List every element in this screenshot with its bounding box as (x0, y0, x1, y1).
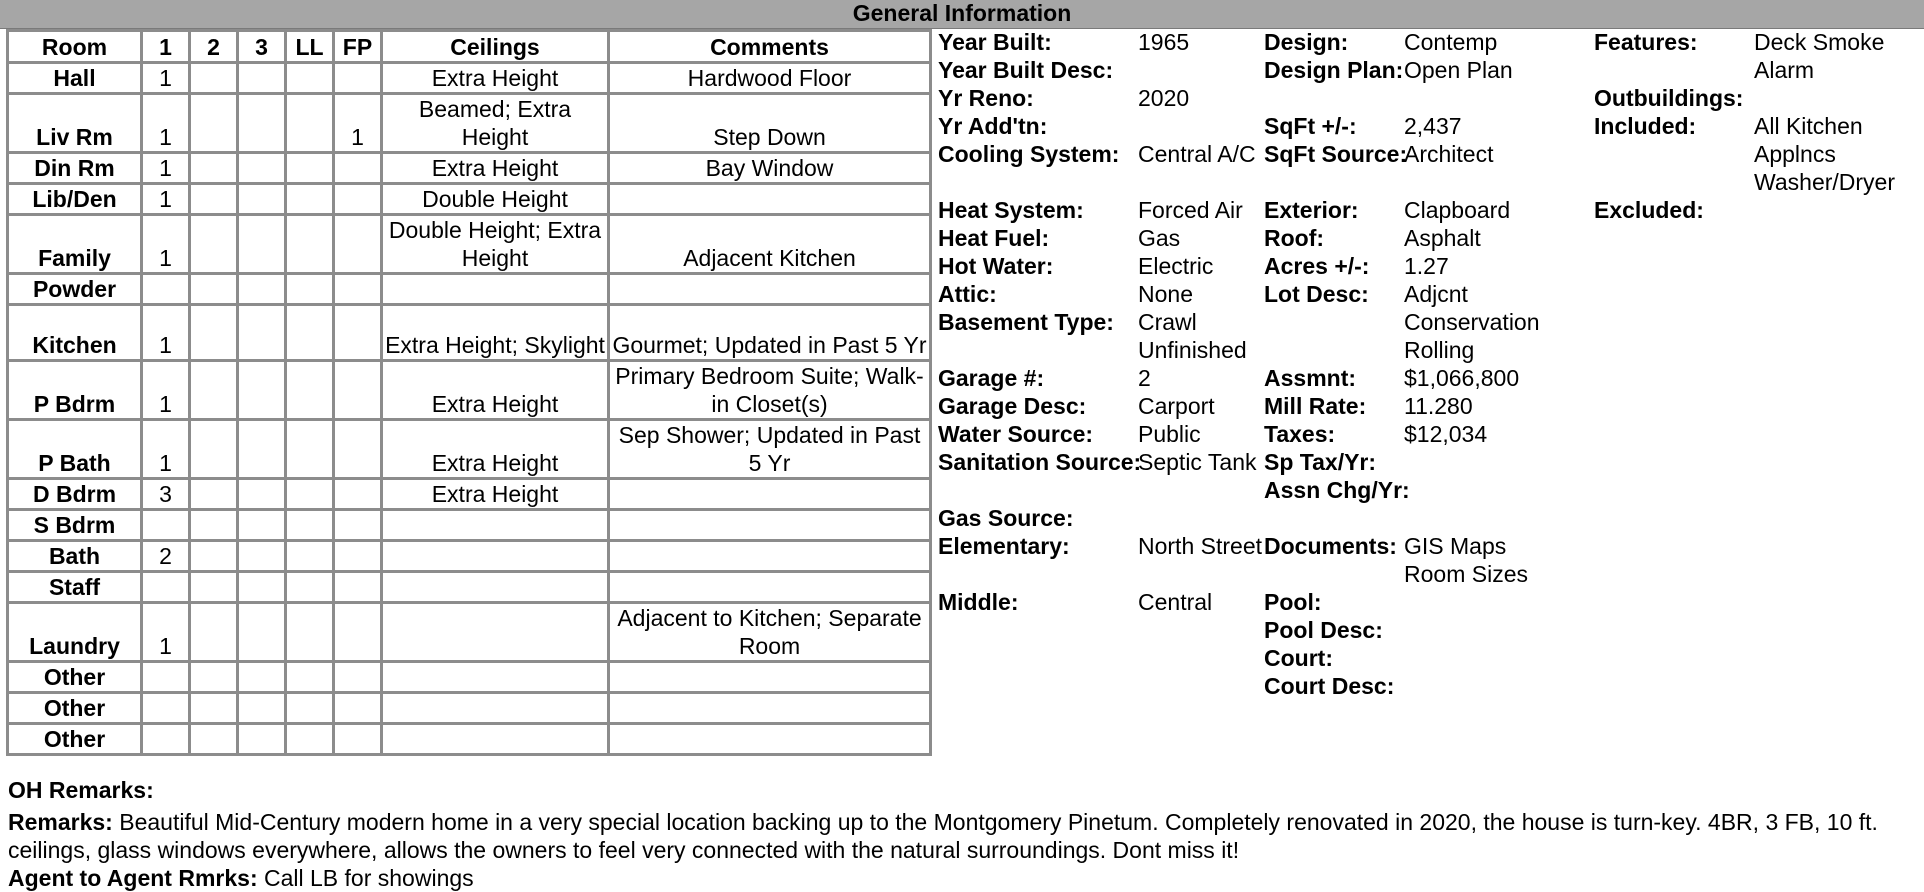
table-row (6, 306, 932, 362)
table-row (6, 362, 932, 421)
room-cell-l3 (239, 604, 287, 663)
room-cell-ll (287, 64, 335, 95)
rooms-header-cell: 1 (143, 29, 191, 64)
room-cell-l2 (191, 275, 239, 306)
room-cell-ll (287, 694, 335, 725)
info-label: Court Desc: (1264, 673, 1395, 699)
room-cell-l2 (191, 95, 239, 154)
info-row (938, 364, 1268, 392)
room-cell-ll (287, 185, 335, 216)
info-value: 1965 (1138, 29, 1190, 55)
room-cell-room: Kitchen (6, 306, 143, 362)
room-cell-l3 (239, 306, 287, 362)
room-cell-l1: 1 (143, 64, 191, 95)
info-label: Year Built Desc: (938, 57, 1114, 83)
info-label: Sp Tax/Yr: (1264, 449, 1377, 475)
room-cell-ll (287, 275, 335, 306)
room-cell-ceilings: Extra Height (383, 154, 610, 185)
info-label: Excluded: (1594, 197, 1704, 223)
info-row (938, 28, 1268, 56)
info-label: Assmnt: (1264, 365, 1357, 391)
info-label: Cooling System: (938, 141, 1120, 167)
info-value: Crawl Unfinished (1138, 309, 1247, 363)
room-cell-comments (610, 573, 932, 604)
info-row (1264, 476, 1594, 532)
info-label: Garage Desc: (938, 393, 1087, 419)
room-cell-fp (335, 64, 383, 95)
info-label: Pool: (1264, 589, 1322, 615)
info-label: Assn Chg/Yr: (1264, 477, 1410, 503)
room-cell-ceilings: Extra Height (383, 421, 610, 480)
info-value: All Kitchen Applncs Washer/Dryer (1754, 113, 1895, 195)
room-cell-ceilings: Extra Height (383, 362, 610, 421)
info-value: None (1138, 281, 1193, 307)
info-value: Architect (1404, 141, 1494, 167)
remarks: Remarks: Beautiful Mid-Century modern home in a very special location backing up to the Montgomery Pinetum. Completely renovated in 2020, the house is turn-key. 4BR, 3 FB, 10 ft. ceilings, glass windows everywhere, allows the owners to feel very connected with the natural surroundings. Dont miss it! (8, 809, 1878, 863)
info-label: Elementary: (938, 533, 1070, 559)
info-row (938, 532, 1268, 588)
room-cell-fp (335, 275, 383, 306)
room-cell-l3 (239, 480, 287, 511)
room-cell-comments: Bay Window (610, 154, 932, 185)
info-row (1264, 28, 1594, 56)
info-row (1264, 224, 1594, 252)
info-label: Design Plan: (1264, 57, 1404, 83)
info-row (938, 392, 1268, 420)
info-row (1264, 140, 1594, 196)
room-cell-ceilings: Extra Height; Skylight (383, 306, 610, 362)
room-cell-l1: 1 (143, 216, 191, 275)
info-label: Included: (1594, 113, 1697, 139)
room-cell-comments (610, 725, 932, 756)
room-cell-ll (287, 154, 335, 185)
room-cell-ceilings: Double Height; Extra Height (383, 216, 610, 275)
room-cell-l3 (239, 64, 287, 95)
info-label: Pool Desc: (1264, 617, 1383, 643)
room-cell-room: Lib/Den (6, 185, 143, 216)
table-row (6, 542, 932, 573)
info-row (938, 588, 1268, 616)
info-row (1264, 196, 1594, 224)
room-cell-ll (287, 663, 335, 694)
room-cell-l1: 1 (143, 421, 191, 480)
info-label: Outbuildings: (1594, 85, 1744, 111)
room-cell-fp (335, 216, 383, 275)
room-cell-l2 (191, 542, 239, 573)
room-cell-l1: 1 (143, 154, 191, 185)
room-cell-l3 (239, 275, 287, 306)
room-cell-comments: Adjacent Kitchen (610, 216, 932, 275)
table-row (6, 511, 932, 542)
info-row (1264, 588, 1594, 616)
room-cell-l2 (191, 306, 239, 362)
table-row (6, 573, 932, 604)
room-cell-ceilings (383, 573, 610, 604)
room-cell-room: D Bdrm (6, 480, 143, 511)
table-row (6, 421, 932, 480)
room-cell-room: Liv Rm (6, 95, 143, 154)
room-cell-fp (335, 421, 383, 480)
info-value: GIS Maps Room Sizes (1404, 533, 1528, 587)
rooms-table (6, 29, 932, 756)
info-value: Central (1138, 589, 1213, 615)
info-label: Garage #: (938, 365, 1045, 391)
info-label: Year Built: (938, 29, 1052, 55)
info-label: SqFt Source: (1264, 141, 1408, 167)
table-row (6, 185, 932, 216)
info-label: Acres +/-: (1264, 253, 1370, 279)
room-cell-l3 (239, 511, 287, 542)
room-cell-l1: 2 (143, 542, 191, 573)
room-cell-ceilings: Extra Height (383, 64, 610, 95)
room-cell-ceilings (383, 604, 610, 663)
info-row (938, 280, 1268, 308)
room-cell-comments (610, 185, 932, 216)
info-row (1264, 672, 1594, 700)
room-cell-fp (335, 542, 383, 573)
room-cell-l2 (191, 64, 239, 95)
room-cell-ll (287, 725, 335, 756)
info-value: Asphalt (1404, 225, 1481, 251)
info-value: Gas (1138, 225, 1181, 251)
room-cell-comments: Primary Bedroom Suite; Walk-in Closet(s) (610, 362, 932, 421)
table-row (6, 275, 932, 306)
room-cell-ll (287, 604, 335, 663)
room-cell-l2 (191, 362, 239, 421)
info-label: Gas Source: (938, 505, 1074, 531)
room-cell-room: Bath (6, 542, 143, 573)
room-cell-room: P Bath (6, 421, 143, 480)
room-cell-comments: Hardwood Floor (610, 64, 932, 95)
rooms-header-cell: FP (335, 29, 383, 64)
room-cell-ll (287, 216, 335, 275)
room-cell-l3 (239, 216, 287, 275)
room-cell-l1 (143, 573, 191, 604)
room-cell-l1 (143, 511, 191, 542)
room-cell-l1 (143, 275, 191, 306)
room-cell-ceilings (383, 511, 610, 542)
room-cell-ceilings (383, 275, 610, 306)
room-cell-comments: Step Down (610, 95, 932, 154)
room-cell-ll (287, 511, 335, 542)
room-cell-room: Other (6, 725, 143, 756)
room-cell-room: Laundry (6, 604, 143, 663)
info-label: Court: (1264, 645, 1333, 671)
room-cell-l3 (239, 95, 287, 154)
info-value: Deck Smoke Alarm (1754, 29, 1885, 83)
room-cell-l1: 1 (143, 306, 191, 362)
room-cell-fp (335, 511, 383, 542)
info-row (938, 448, 1268, 504)
room-cell-ll (287, 542, 335, 573)
table-row (6, 725, 932, 756)
room-cell-ll (287, 421, 335, 480)
info-row (938, 84, 1268, 112)
info-value: 2020 (1138, 85, 1190, 111)
info-value: $12,034 (1404, 421, 1488, 447)
info-value: North Street (1138, 533, 1262, 559)
info-label: Taxes: (1264, 421, 1336, 447)
room-cell-room: S Bdrm (6, 511, 143, 542)
room-cell-room: Din Rm (6, 154, 143, 185)
room-cell-l2 (191, 604, 239, 663)
room-cell-ceilings: Double Height (383, 185, 610, 216)
general-info-panel (938, 28, 1924, 768)
room-cell-l1: 1 (143, 185, 191, 216)
room-cell-fp: 1 (335, 95, 383, 154)
room-cell-l3 (239, 362, 287, 421)
info-label: Water Source: (938, 421, 1094, 447)
info-label: Features: (1594, 29, 1698, 55)
room-cell-l2 (191, 573, 239, 604)
room-cell-comments (610, 694, 932, 725)
info-value: Carport (1138, 393, 1215, 419)
room-cell-fp (335, 573, 383, 604)
info-label: Roof: (1264, 225, 1325, 251)
room-cell-comments (610, 480, 932, 511)
table-row (6, 694, 932, 725)
room-cell-ll (287, 362, 335, 421)
info-row (1264, 392, 1594, 420)
info-label: Attic: (938, 281, 997, 307)
info-row (1264, 112, 1594, 140)
room-cell-l2 (191, 725, 239, 756)
room-cell-fp (335, 725, 383, 756)
room-cell-comments (610, 663, 932, 694)
room-cell-comments (610, 275, 932, 306)
info-column-2 (1264, 28, 1594, 700)
room-cell-comments: Sep Shower; Updated in Past 5 Yr (610, 421, 932, 480)
info-row (938, 140, 1268, 196)
room-cell-ll (287, 573, 335, 604)
info-label: Heat System: (938, 197, 1084, 223)
room-cell-ceilings (383, 663, 610, 694)
room-cell-fp (335, 154, 383, 185)
info-label: Lot Desc: (1264, 281, 1369, 307)
room-cell-ceilings: Beamed; Extra Height (383, 95, 610, 154)
room-cell-room: Other (6, 694, 143, 725)
table-row (6, 154, 932, 185)
room-cell-l2 (191, 216, 239, 275)
info-row (1594, 196, 1924, 224)
section-title: General Information (0, 0, 1924, 29)
room-cell-l1: 1 (143, 604, 191, 663)
info-row (1264, 420, 1594, 448)
info-column-1 (938, 28, 1268, 616)
table-row (6, 95, 932, 154)
room-cell-l1: 1 (143, 95, 191, 154)
info-label: Yr Reno: (938, 85, 1034, 111)
room-cell-ll (287, 306, 335, 362)
info-row (1264, 532, 1594, 588)
info-value: Adjcnt Conservation Rolling (1404, 281, 1540, 363)
info-row (1594, 112, 1924, 196)
info-value: 11.280 (1404, 393, 1473, 419)
room-cell-l3 (239, 663, 287, 694)
room-cell-ll (287, 95, 335, 154)
info-row (938, 56, 1268, 84)
room-cell-fp (335, 185, 383, 216)
info-row (938, 224, 1268, 252)
room-cell-room: Other (6, 663, 143, 694)
room-cell-comments (610, 511, 932, 542)
info-value: Central A/C (1138, 141, 1256, 167)
info-label: Design: (1264, 29, 1349, 55)
info-row (1264, 56, 1594, 112)
info-value: Contemp (1404, 29, 1498, 55)
room-cell-l3 (239, 542, 287, 573)
room-cell-fp (335, 604, 383, 663)
table-row (6, 663, 932, 694)
table-row (6, 604, 932, 663)
rooms-header-cell: Ceilings (383, 29, 610, 64)
table-row (6, 480, 932, 511)
room-cell-fp (335, 362, 383, 421)
info-label: SqFt +/-: (1264, 113, 1357, 139)
room-cell-l3 (239, 185, 287, 216)
room-cell-room: Powder (6, 275, 143, 306)
room-cell-fp (335, 480, 383, 511)
room-cell-l3 (239, 725, 287, 756)
info-value: 1.27 (1404, 253, 1449, 279)
room-cell-l3 (239, 421, 287, 480)
info-label: Yr Add'tn: (938, 113, 1048, 139)
info-value: 2,437 (1404, 113, 1462, 139)
room-cell-l2 (191, 511, 239, 542)
agent-remarks: Agent to Agent Rmrks: Call LB for showings (8, 865, 474, 891)
info-row (938, 420, 1268, 448)
room-cell-l1 (143, 694, 191, 725)
room-cell-l2 (191, 480, 239, 511)
remarks-section (8, 776, 1918, 892)
info-row (1264, 280, 1594, 364)
room-cell-comments: Adjacent to Kitchen; Separate Room (610, 604, 932, 663)
room-cell-room: Staff (6, 573, 143, 604)
table-row (6, 64, 932, 95)
info-row (1264, 252, 1594, 280)
info-value: Clapboard (1404, 197, 1511, 223)
room-cell-l2 (191, 663, 239, 694)
info-value: Public (1138, 421, 1201, 447)
info-value: $1,066,800 (1404, 365, 1520, 391)
room-cell-l1 (143, 663, 191, 694)
room-cell-ll (287, 480, 335, 511)
room-cell-l3 (239, 573, 287, 604)
info-label: Hot Water: (938, 253, 1054, 279)
room-cell-fp (335, 663, 383, 694)
info-value: Electric (1138, 253, 1214, 279)
room-cell-ceilings (383, 694, 610, 725)
info-row (1264, 364, 1594, 392)
room-cell-l1 (143, 725, 191, 756)
info-row (1264, 644, 1594, 672)
info-row (1594, 84, 1924, 112)
info-value: Forced Air (1138, 197, 1243, 223)
info-label: Documents: (1264, 533, 1397, 559)
rooms-header-cell: LL (287, 29, 335, 64)
room-cell-comments (610, 542, 932, 573)
table-row (6, 216, 932, 275)
info-row (938, 308, 1268, 364)
info-label: Middle: (938, 589, 1019, 615)
room-cell-ceilings: Extra Height (383, 480, 610, 511)
room-cell-l2 (191, 421, 239, 480)
room-cell-room: P Bdrm (6, 362, 143, 421)
info-value: Septic Tank (1138, 449, 1257, 475)
room-cell-l2 (191, 694, 239, 725)
room-cell-ceilings (383, 725, 610, 756)
room-cell-room: Hall (6, 64, 143, 95)
room-cell-l1: 1 (143, 362, 191, 421)
info-value: 2 (1138, 365, 1151, 391)
room-cell-comments: Gourmet; Updated in Past 5 Yr (610, 306, 932, 362)
info-row (938, 112, 1268, 140)
info-row (938, 504, 1268, 532)
info-value: Open Plan (1404, 57, 1513, 83)
info-row (1264, 616, 1594, 644)
info-label: Sanitation Source: (938, 449, 1142, 475)
room-cell-l2 (191, 154, 239, 185)
info-row (1594, 28, 1924, 84)
room-cell-room: Family (6, 216, 143, 275)
rooms-header-cell: 2 (191, 29, 239, 64)
room-cell-ceilings (383, 542, 610, 573)
room-cell-l3 (239, 694, 287, 725)
info-column-3 (1594, 28, 1924, 224)
rooms-header-cell: 3 (239, 29, 287, 64)
info-row (938, 196, 1268, 224)
room-cell-fp (335, 306, 383, 362)
rooms-header-cell: Comments (610, 29, 932, 64)
info-label: Exterior: (1264, 197, 1359, 223)
info-label: Mill Rate: (1264, 393, 1367, 419)
room-cell-l3 (239, 154, 287, 185)
room-cell-l1: 3 (143, 480, 191, 511)
info-row (938, 252, 1268, 280)
info-row (1264, 448, 1594, 476)
info-label: Heat Fuel: (938, 225, 1050, 251)
info-label: Basement Type: (938, 309, 1114, 335)
rooms-header-cell: Room (6, 29, 143, 64)
room-cell-fp (335, 694, 383, 725)
oh-remarks: OH Remarks: (8, 777, 154, 803)
room-cell-l2 (191, 185, 239, 216)
